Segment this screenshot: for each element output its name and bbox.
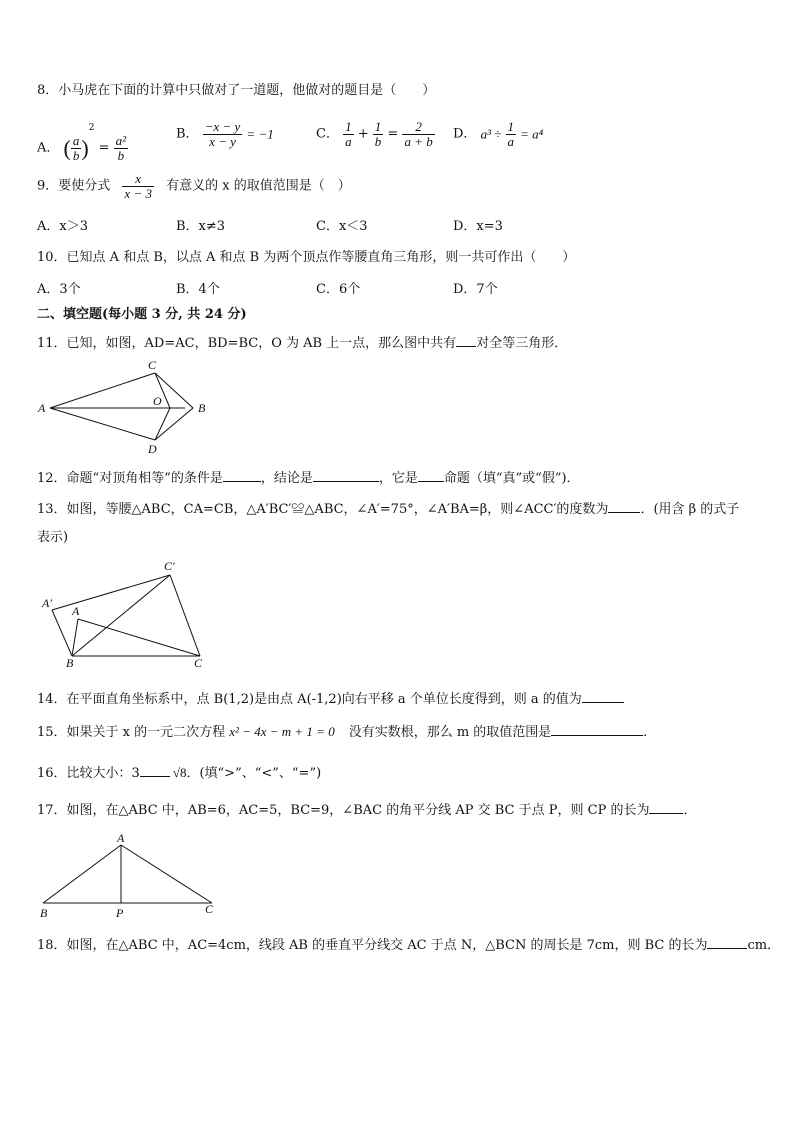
fraction: $\frac{x}{x - 3}$ — [124, 171, 152, 201]
label-c1: C′ — [164, 559, 175, 573]
q8-option-a: A． ( $\frac{a}{b}$ )$^2$ = $\frac{\text{a²}}{b}$ — [37, 123, 127, 163]
q12-stem: 12．命题“对顶角相等”的条件是 ，结论是 ，它是 命题（填“真”或“假”)． — [37, 471, 580, 486]
label-d: D — [148, 442, 157, 456]
segment-ad — [50, 408, 155, 440]
segment-ba1 — [52, 610, 72, 656]
fraction: $\frac{\text{a²}}{b}$ — [115, 133, 127, 163]
answer-blank[interactable] — [223, 469, 261, 482]
q9-option-d: D．x=3 — [453, 219, 503, 234]
q9-option-b: B．x≠3 — [176, 219, 226, 234]
q17-figure — [30, 830, 230, 922]
section-title: 二、填空题(每小题 3 分, 共 24 分) — [37, 307, 247, 322]
q8-option-c: C． $\frac{1}{a}$ + $\frac{1}{b}$ = $\frac{2}{a + b}$ — [316, 119, 433, 149]
q13-stem-line1: 13．如图，等腰△ABC，CA=CB，△A′BC′≌△ABC，∠A′=75°，∠A′BA=β，则∠ACC′的度数为 ．(用含 β 的式子 — [37, 502, 740, 517]
fraction: $\frac{a}{b}$ — [72, 133, 80, 163]
segment-db — [155, 408, 193, 440]
q14-stem: 14．在平面直角坐标系中，点 B(1,2)是由点 A(-1,2)向右平移 a 个单位长度得到，则 a 的值为 — [37, 690, 624, 708]
answer-blank[interactable] — [418, 469, 444, 482]
segment-a1c1 — [52, 575, 170, 610]
answer-blank[interactable] — [456, 334, 476, 347]
q13-stem-line2: 表示) — [37, 530, 69, 545]
q10-option-c: C．6个 — [316, 282, 361, 297]
q11-figure — [30, 355, 220, 456]
answer-blank[interactable] — [551, 723, 643, 736]
q8-stem: 8．小马虎在下面的计算中只做对了一道题，他做对的题目是（ ） — [37, 83, 436, 98]
sqrt-expression: √8 — [172, 765, 187, 780]
q8-option-b: B． $\frac{-x - y}{x - y}$ = −1 — [176, 119, 274, 149]
q10-option-d: D．7个 — [453, 282, 498, 297]
q9-option-c: C．x＜3 — [316, 219, 368, 234]
option-label: A． — [37, 140, 60, 156]
fraction: $\frac{1}{b}$ — [374, 119, 382, 149]
q17-stem: 17．如图，在△ABC 中，AB=6，AC=5，BC=9，∠BAC 的角平分线 AP 交 BC 于点 P，则 CP 的长为 ． — [37, 803, 697, 818]
q16-stem: 16．比较大小：3 √8．(填“>”、“<”、“=”) — [37, 765, 322, 781]
q18-stem: 18．如图，在△ABC 中，AC=4cm，线段 AB 的垂直平分线交 AC 于点 N，△BCN 的周长是 7cm，则 BC 的长为 cm． — [37, 938, 781, 953]
q10-stem: 10．已知点 A 和点 B，以点 A 和点 B 为两个顶点作等腰直角三角形，则一共可作出（ ） — [37, 250, 576, 265]
q11-stem: 11．已知，如图，AD=AC，BD=BC，O 为 AB 上一点，那么图中共有 对全等三角形． — [37, 336, 568, 351]
q10-option-a: A．3个 — [37, 282, 81, 297]
segment-ac — [121, 845, 212, 903]
label-a: A — [72, 604, 80, 618]
answer-blank[interactable] — [608, 500, 640, 513]
label-o: O — [153, 394, 162, 408]
label-b: B — [40, 906, 48, 920]
segment-ba — [72, 619, 78, 656]
label-a1: A′ — [42, 596, 52, 610]
answer-blank[interactable] — [140, 764, 170, 777]
equation: x² − 4x − m + 1 = 0 — [229, 724, 335, 739]
label-c: C — [205, 902, 214, 916]
segment-bc1 — [72, 575, 170, 656]
label-a: A — [38, 401, 46, 415]
label-b: B — [66, 656, 74, 670]
q15-stem: 15．如果关于 x 的一元二次方程 x² − 4x − m + 1 = 0 没有实数根，那么 m 的取值范围是 ． — [37, 724, 657, 740]
answer-blank[interactable] — [707, 936, 747, 949]
q10-option-b: B．4个 — [176, 282, 220, 297]
label-c: C — [148, 358, 157, 372]
answer-blank[interactable] — [582, 690, 624, 703]
label-a: A — [117, 831, 125, 845]
fraction: $\frac{2}{a + b}$ — [404, 119, 433, 149]
segment-ac — [78, 619, 200, 656]
segment-do — [155, 408, 170, 440]
label-p: P — [116, 906, 124, 920]
q9-stem: 9．要使分式 $\frac{x}{x - 3}$ 有意义的 x 的取值范围是（ ） — [37, 171, 351, 201]
answer-blank[interactable] — [313, 469, 379, 482]
segment-ac — [50, 373, 155, 408]
label-c: C — [194, 656, 203, 670]
q13-figure — [30, 555, 220, 673]
label-b: B — [198, 401, 206, 415]
q9-option-a: A．x＞3 — [37, 219, 88, 234]
answer-blank[interactable] — [649, 801, 683, 814]
segment-ab — [43, 845, 121, 903]
segment-c1c — [170, 575, 200, 656]
fraction: $\frac{-x - y}{x - y}$ — [204, 119, 241, 149]
fraction: $\frac{1}{a}$ — [507, 119, 515, 149]
fraction: $\frac{1}{a}$ — [345, 119, 352, 149]
q8-option-d: D． a³ ÷ $\frac{1}{a}$ = a⁴ — [453, 119, 544, 149]
